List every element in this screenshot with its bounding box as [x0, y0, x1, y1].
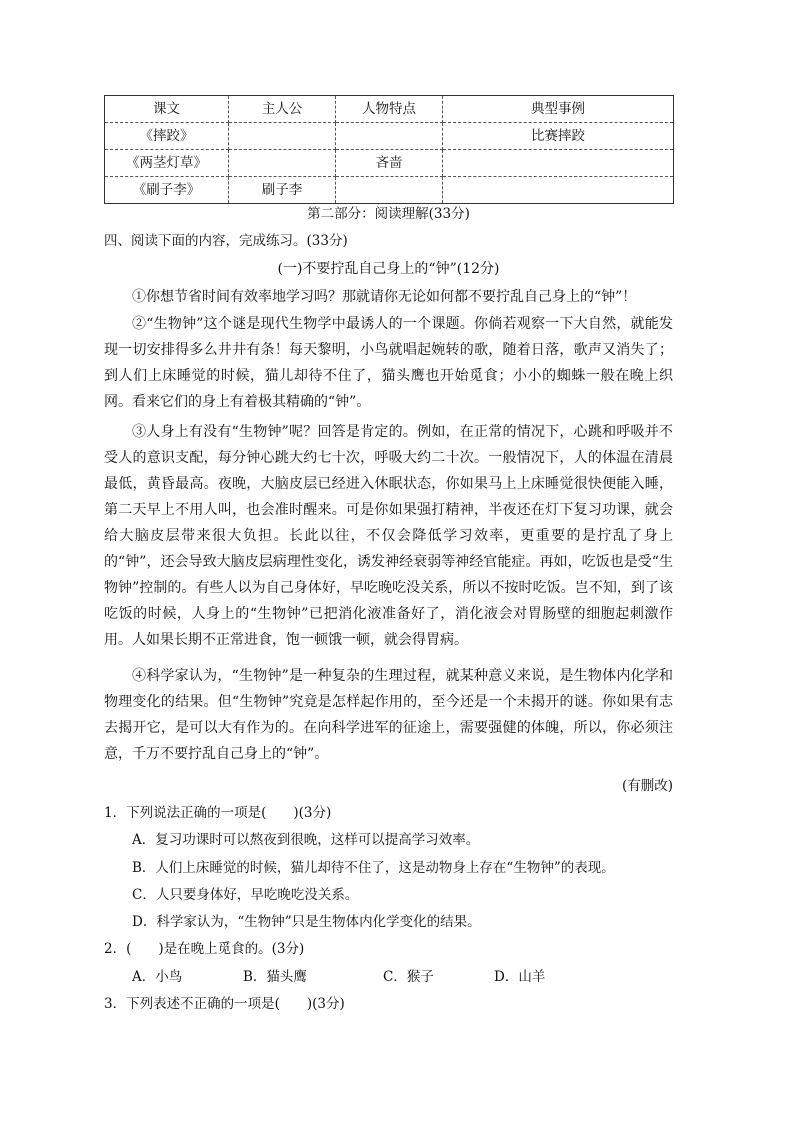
question-2-option-d[interactable]: D．山羊 [494, 969, 546, 985]
table-cell: 比赛摔跤 [443, 123, 674, 150]
question-2-option-a[interactable]: A．小鸟 [132, 969, 183, 985]
table-header-cell: 人物特点 [336, 96, 443, 123]
passage-paragraph-4: ④科学家认为，“生物钟”是一种复杂的生理过程，就某种意义来说，是生物体内化学和物理变化的结果。但“生物钟”究竟是怎样起作用的，至今还是一个未揭开的谜。你如果有志去揭开它，是可以大有作为的。在向科学进军的征途上，需要强健的体魄，所以，你必须注意，千万不要拧乱自己身上的“钟”。 [104, 668, 673, 762]
passage-paragraph-1: ①你想节省时间有效率地学习吗？那就请你无论如何都不要拧乱自己身上的“钟”！ [132, 289, 637, 305]
table-cell-blank[interactable] [443, 150, 674, 177]
table-row [105, 150, 674, 177]
question-3-stem: 3．下列表述不正确的一项是( )(3分) [104, 996, 345, 1012]
table-cell-blank[interactable] [229, 123, 336, 150]
passage-paragraph-3: ③人身上有没有“生物钟”呢？回答是肯定的。例如，在正常的情况下，心跳和呼吸并不受人的意识支配，每分钟心跳大约七十次，呼吸大约二十次。一般情况下，人的体温在清晨最低，黄昏最高。夜晚，大脑皮层已经进入休眠状态，你如果马上上床睡觉很快便能入睡，第二天早上不用人叫，也会准时醒来。可是你如果强打精神，半夜还在灯下复习功课，就会给大脑皮层带来很大负担。长此以往，不仅会降低学习效率，更重要的是拧乱了身上的“钟”，还会导致大脑皮层病理性变化，诱发神经衰弱等神经官能症。再如，吃饭也是受“生物钟”控制的。有些人以为自己身体好，早吃晚吃没关系，所以不按时吃饭。岂不知，到了该吃饭的时候，人身上的“生物钟”已把消化液准备好了，消化液会对胃肠壁的细胞起刺激作用。人如果长期不正常进食，饱一顿饿一顿，就会得胃病。 [104, 424, 673, 648]
table-cell-blank[interactable] [229, 150, 336, 177]
question-1-option-b[interactable]: B．人们上床睡觉的时候，猫儿却待不住了，这是动物身上存在“生物钟”的表现。 [132, 860, 615, 876]
question-2-option-b[interactable]: B．猫头鹰 [243, 969, 307, 985]
table-header-cell: 课文 [105, 96, 229, 123]
question-2-stem: 2．( )是在晚上觅食的。(3分) [104, 941, 305, 957]
table-cell: 《摔跤》 [105, 123, 229, 150]
question-1-option-c[interactable]: C．人只要身体好，早吃晚吃没关系。 [132, 887, 359, 903]
table-cell: 《两茎灯草》 [105, 150, 229, 177]
section-title: 四、阅读下面的内容，完成练习。(33分) [104, 233, 348, 249]
table-cell-blank[interactable] [336, 177, 443, 204]
table-cell-blank[interactable] [443, 177, 674, 204]
question-1-option-a[interactable]: A．复习功课时可以熬夜到很晚，这样可以提高学习效率。 [132, 832, 480, 848]
table-header-cell: 主人公 [229, 96, 336, 123]
character-summary-table [104, 95, 674, 204]
question-1-option-d[interactable]: D．科学家认为，“生物钟”只是生物体内化学变化的结果。 [132, 914, 481, 930]
table-cell-blank[interactable] [336, 123, 443, 150]
table-row [105, 123, 674, 150]
question-1-stem: 1．下列说法正确的一项是( )(3分) [104, 805, 332, 821]
table-cell: 吝啬 [336, 150, 443, 177]
part-title: 第二部分：阅读理解(33分) [307, 206, 470, 222]
passage-title: (一)不要拧乱自己身上的“钟”(12分) [277, 261, 500, 277]
passage-paragraph-2: ②“生物钟”这个谜是现代生物学中最诱人的一个课题。你倘若观察一下大自然，就能发现一切安排得多么井井有条！每天黎明，小鸟就唱起婉转的歌，随着日落，歌声又消失了；到人们上床睡觉的时候，猫儿却待不住了，猫头鹰也开始觅食；小小的蜘蛛一般在晚上织网。看来它们的身上有着极其精确的“钟”。 [104, 316, 673, 410]
source-note: (有删改) [621, 778, 673, 794]
question-2-option-c[interactable]: C．猴子 [383, 969, 434, 985]
table-header-cell: 典型事例 [443, 96, 674, 123]
table-header-row [105, 96, 674, 123]
table-row [105, 177, 674, 204]
table-cell: 《刷子李》 [105, 177, 229, 204]
table-cell: 刷子李 [229, 177, 336, 204]
